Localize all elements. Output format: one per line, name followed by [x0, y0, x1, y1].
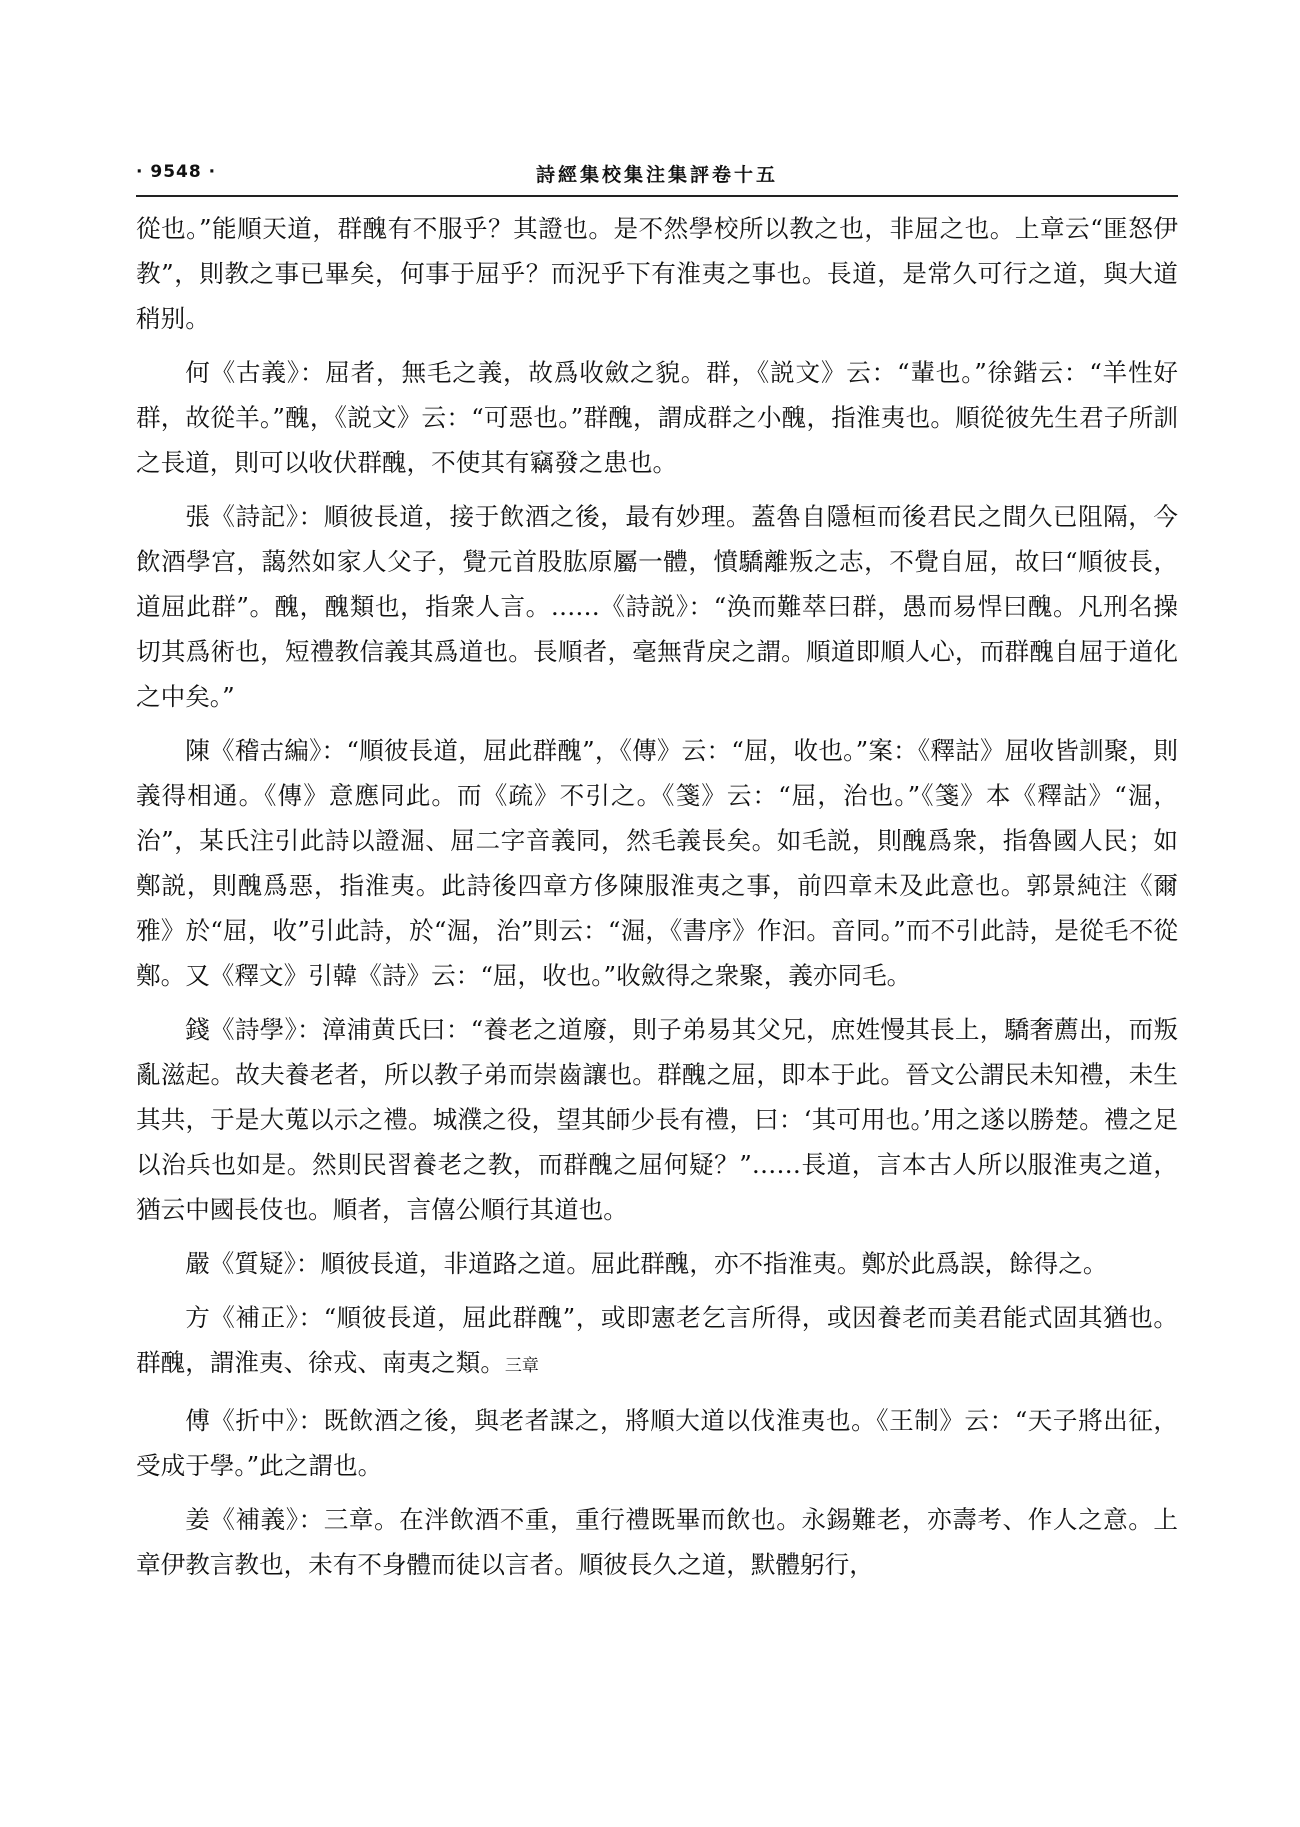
paragraph-fu-zhezhong: 傅《折中》：既飲酒之後，與老者謀之，將順大道以伐淮夷也。《王制》云：“天子將出征，受成于學。”此之謂也。: [136, 1406, 1178, 1480]
chapter-note: 三章: [504, 1356, 539, 1376]
body-text: [136, 206, 1178, 1587]
paragraph-continued: 從也。”能順天道，群醜有不服乎？其證也。是不然學校所以教之也，非屈之也。上章云“匪怒伊教”，則教之事已畢矣，何事于屈乎？而況乎下有淮夷之事也。長道，是常久可行之道，與大道稍别。: [136, 214, 1178, 333]
paragraph-qian-shixue: 錢《詩學》：漳浦黄氏曰：“養老之道廢，則子弟易其父兄，庶姓慢其長上，驕奢薦出，而叛亂滋起。故夫養老者，所以教子弟而崇齒讓也。群醜之屈，即本于此。晉文公謂民未知禮，未生其共，于是大蒐以示之禮。城濮之役，望其師少長有禮，曰：‘其可用也。’用之遂以勝楚。禮之足以治兵也如是。然則民習養老之教，而群醜之屈何疑？”……長道，言本古人所以服淮夷之道，猶云中國長伎也。順者，言僖公順行其道也。: [136, 1015, 1178, 1224]
paragraph-yan-zhiyi: 嚴《質疑》：順彼長道，非道路之道。屈此群醜，亦不指淮夷。鄭於此爲誤，餘得之。: [185, 1249, 1108, 1278]
paragraph-fang-buzheng: [136, 1295, 1178, 1389]
page-number: · 9548 ·: [136, 162, 217, 182]
paragraph-zhang-shiji: 張《詩記》：順彼長道，接于飲酒之後，最有妙理。蓋魯自隱桓而後君民之間久已阻隔，今飲酒學宫，藹然如家人父子，覺元首股肱原屬一體，憤驕離叛之志，不覺自屈，故曰“順彼長，道屈此群”。醜，醜類也，指衆人言。……《詩説》：“涣而難萃曰群，愚而易悍曰醜。凡刑名操切其爲術也，短禮教信義其爲道也。長順者，毫無背戾之謂。順道即順人心，而群醜自屈于道化之中矣。”: [136, 502, 1178, 711]
paragraph-fang-buzheng-text: 方《補正》：“順彼長道，屈此群醜”，或即憲老乞言所得，或因養老而美君能式固其猶也。群醜，謂淮夷、徐戎、南夷之類。: [136, 1303, 1178, 1377]
page-header: [136, 158, 1178, 192]
header-rule: [136, 195, 1178, 197]
paragraph-chen-jiguibian: 陳《稽古編》：“順彼長道，屈此群醜”，《傳》云：“屈，收也。”案：《釋詁》屈收皆訓聚，則義得相通。《傳》意應同此。而《疏》不引之。《箋》云：“屈，治也。”《箋》本《釋詁》“淈，治”，某氏注引此詩以證淈、屈二字音義同，然毛義長矣。如毛説，則醜爲衆，指魯國人民；如鄭説，則醜爲惡，指淮夷。此詩後四章方侈陳服淮夷之事，前四章未及此意也。郭景純注《爾雅》於“屈，收”引此詩，於“淈，治”則云：“淈，《書序》作汩。音同。”而不引此詩，是從毛不從鄭。又《釋文》引韓《詩》云：“屈，收也。”收斂得之衆聚，義亦同毛。: [136, 736, 1178, 990]
paragraph-he-guyi: 何《古義》：屈者，無毛之義，故爲收斂之貌。群，《説文》云：“輩也。”徐鍇云：“羊性好群，故從羊。”醜，《説文》云：“可惡也。”群醜，謂成群之小醜，指淮夷也。順從彼先生君子所訓之長道，則可以收伏群醜，不使其有竊發之患也。: [136, 358, 1178, 477]
running-title: 詩經集校集注集評卷十五: [535, 164, 778, 186]
paragraph-jiang-buyi: 姜《補義》：三章。在泮飲酒不重，重行禮既畢而飲也。永錫難老，亦壽考、作人之意。上章伊教言教也，未有不身體而徒以言者。順彼長久之道，默體躬行，: [136, 1505, 1178, 1579]
